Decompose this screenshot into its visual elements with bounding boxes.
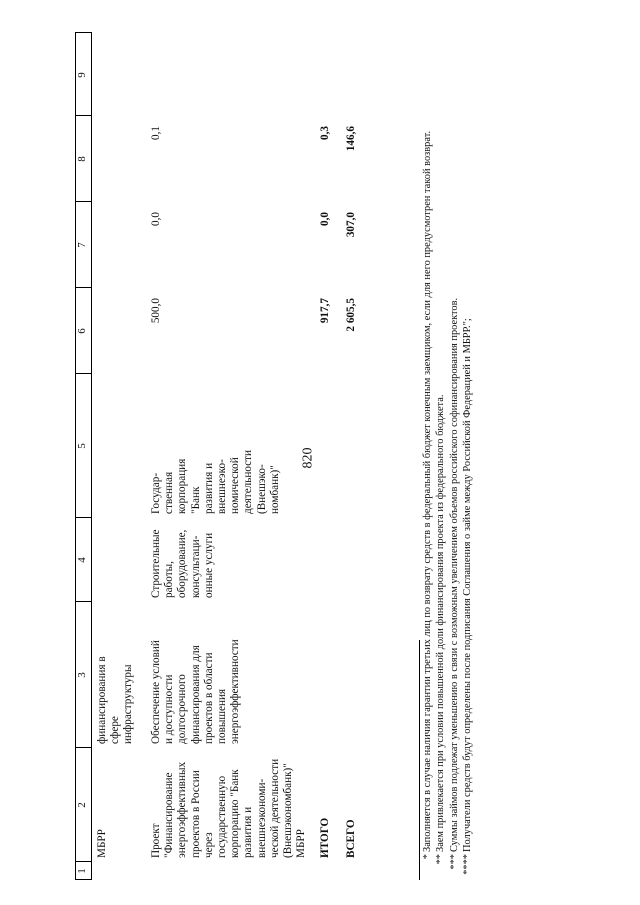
column-number-9: 9 xyxy=(76,72,88,78)
project-executor: Государ- ственная корпорация "Банк развития и внешнеэко- номической деятельности (Внешэко- номбанк)" xyxy=(150,449,281,514)
page-number: 820 xyxy=(300,447,316,469)
column-divider xyxy=(75,373,91,374)
itogo-value-col6: 917,7 xyxy=(319,298,331,324)
column-divider xyxy=(75,287,91,288)
column-divider xyxy=(75,201,91,202)
continuation-lender: МБРР xyxy=(96,829,108,858)
column-divider xyxy=(75,601,91,602)
itogo-label: ИТОГО xyxy=(319,817,331,858)
project-value-col8: 0,1 xyxy=(150,126,162,140)
project-value-col6: 500,0 xyxy=(150,298,162,324)
project-value-col7: 0,0 xyxy=(150,212,162,226)
footnote-mark: **** xyxy=(462,854,474,875)
continuation-purpose: финансирования в сфере инфраструктуры xyxy=(96,656,135,744)
vsego-value-col7: 307,0 xyxy=(345,212,357,238)
footnote-text: Суммы займов подлежат уменьшению в связи с возможным увеличением объемов российского софинансирования проектов. xyxy=(448,297,460,852)
footnote-text: Заполняется в случае наличия гарантии третьих лиц по возврату средств в федеральный бюджет конечным заемщиком, если для него предусмотрен такой возврат. xyxy=(422,130,433,852)
column-number-2: 2 xyxy=(76,802,88,808)
vsego-label: ВСЕГО xyxy=(345,819,357,858)
rotated-page-content xyxy=(75,10,635,880)
itogo-value-col7: 0,0 xyxy=(319,212,331,226)
footnote xyxy=(448,30,461,880)
footnote-mark: * xyxy=(422,854,433,860)
column-number-8: 8 xyxy=(76,156,88,162)
column-divider xyxy=(75,115,91,116)
vsego-value-col6: 2 605,5 xyxy=(345,298,357,332)
column-divider xyxy=(75,747,91,748)
itogo-value-col8: 0,3 xyxy=(319,126,331,140)
footnote xyxy=(434,30,447,880)
project-spending-type: Строительные работы, оборудование, консультаци- онные услуги xyxy=(150,529,215,598)
footnote-separator xyxy=(419,640,420,880)
footnote-text: Заем привлекается при условии повышенной доли финансирования проекта из федерального бюджета. xyxy=(435,394,447,852)
footnote-text: Получатели средств будут определены после подписания Соглашения о займе между Российской Федерацией и МБРР."; xyxy=(462,318,474,852)
column-number-3: 3 xyxy=(76,672,88,678)
budget-table xyxy=(75,32,405,880)
column-number-4: 4 xyxy=(76,557,88,563)
column-divider xyxy=(75,32,91,33)
column-divider xyxy=(75,517,91,518)
column-number-1: 1 xyxy=(76,868,88,874)
table-header-border xyxy=(91,32,92,880)
vsego-value-col8: 146,6 xyxy=(345,126,357,152)
footnote-mark: *** xyxy=(448,854,460,870)
column-number-6: 6 xyxy=(76,328,88,334)
project-name: Проект "Финансирование энергоэффективных проектов в России через государственную корпорацию "Банк развития и внешнеэкономи- ческой деятельности (Внешэкономбанк)" МБРР xyxy=(150,758,308,858)
footnotes xyxy=(421,30,475,880)
project-purpose: Обеспечение условий и доступности долгосрочного финансирования для проектов в области повышения энергоэффективности xyxy=(150,639,242,744)
footnote xyxy=(461,30,474,880)
footnote xyxy=(421,30,434,880)
footnote-mark: ** xyxy=(435,854,447,865)
column-number-5: 5 xyxy=(76,443,88,449)
column-number-7: 7 xyxy=(76,242,88,248)
